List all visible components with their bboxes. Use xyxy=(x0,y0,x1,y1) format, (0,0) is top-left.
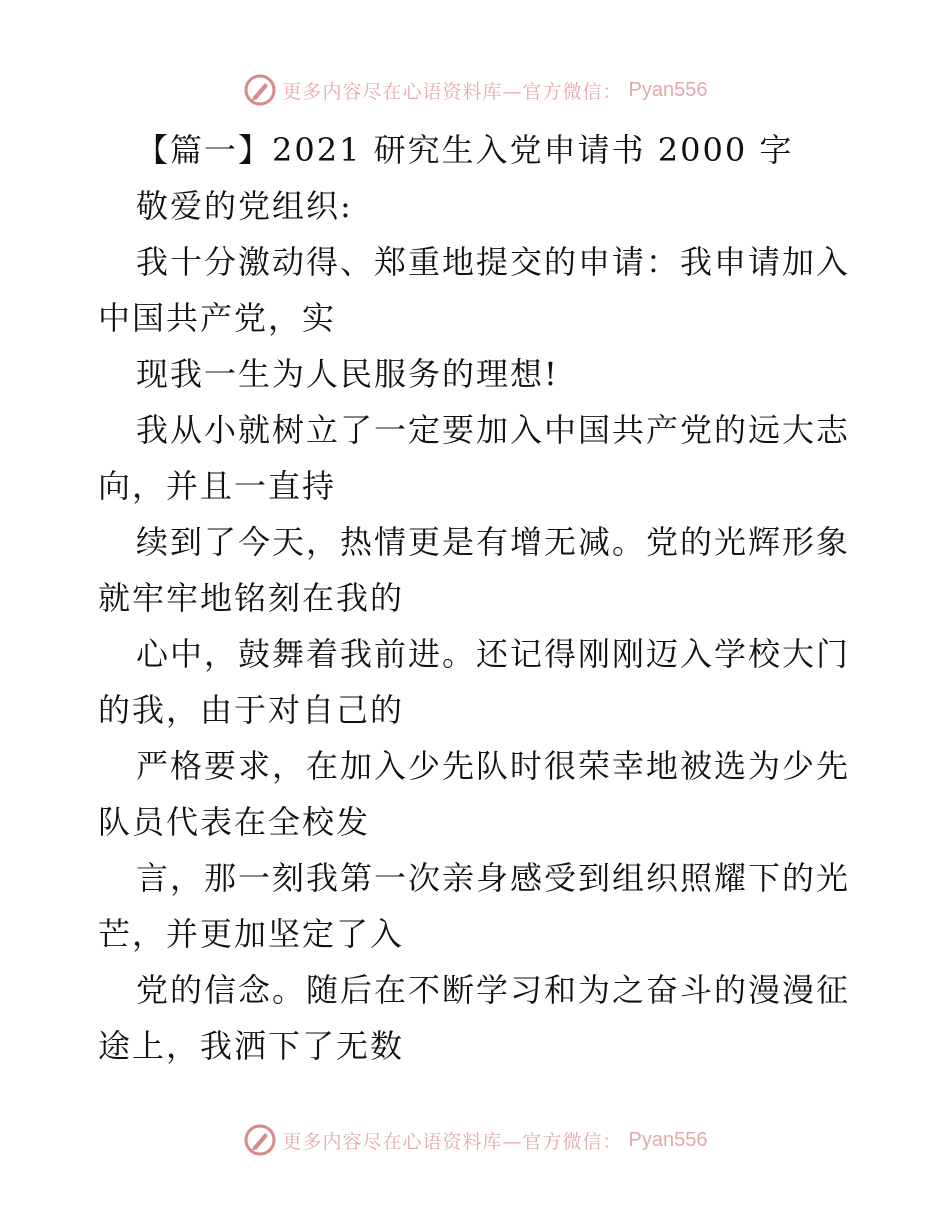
paragraph-line: 现我一生为人民服务的理想! xyxy=(136,355,559,393)
paragraph-line: 向，并且一直持 xyxy=(98,467,337,505)
paragraph-line: 心中，鼓舞着我前进。还记得刚刚迈入学校大门 xyxy=(136,635,851,673)
pen-logo-icon xyxy=(243,73,277,107)
paragraph-line: 续到了今天，热情更是有增无减。党的光辉形象 xyxy=(136,523,851,561)
watermark-account: Pyan556 xyxy=(628,78,708,101)
watermark-text: 更多内容尽在心语资料库—官方微信： xyxy=(282,80,623,103)
paragraph-line: 言，那一刻我第一次亲身感受到组织照耀下的光 xyxy=(136,859,851,897)
paragraph-line: 就牢牢地铭刻在我的 xyxy=(98,579,405,617)
paragraph-line: 我从小就树立了一定要加入中国共产党的远大志 xyxy=(136,411,851,449)
paragraph-line: 党的信念。随后在不断学习和为之奋斗的漫漫征 xyxy=(136,971,851,1009)
footer-watermark xyxy=(0,1120,950,1160)
header-watermark xyxy=(0,70,950,110)
document-body xyxy=(98,122,858,1074)
watermark-account: Pyan556 xyxy=(628,1128,708,1151)
paragraph-line: 敬爱的党组织: xyxy=(136,187,353,225)
watermark-text: 更多内容尽在心语资料库—官方微信： xyxy=(282,1130,623,1153)
paragraph-line: 队员代表在全校发 xyxy=(98,803,371,841)
paragraph-line: 芒，并更加坚定了入 xyxy=(98,915,405,953)
paragraph-line: 的我，由于对自己的 xyxy=(98,691,405,729)
document-title: 【篇一】2021 研究生入党申请书 2000 字 xyxy=(136,131,794,169)
paragraph-line: 我十分激动得、郑重地提交的申请：我申请加入 xyxy=(136,243,851,281)
paragraph-line: 中国共产党，实 xyxy=(98,299,337,337)
paragraph-line: 途上，我洒下了无数 xyxy=(98,1027,405,1065)
paragraph-line: 严格要求，在加入少先队时很荣幸地被选为少先 xyxy=(136,747,851,785)
pen-logo-icon xyxy=(243,1123,277,1157)
